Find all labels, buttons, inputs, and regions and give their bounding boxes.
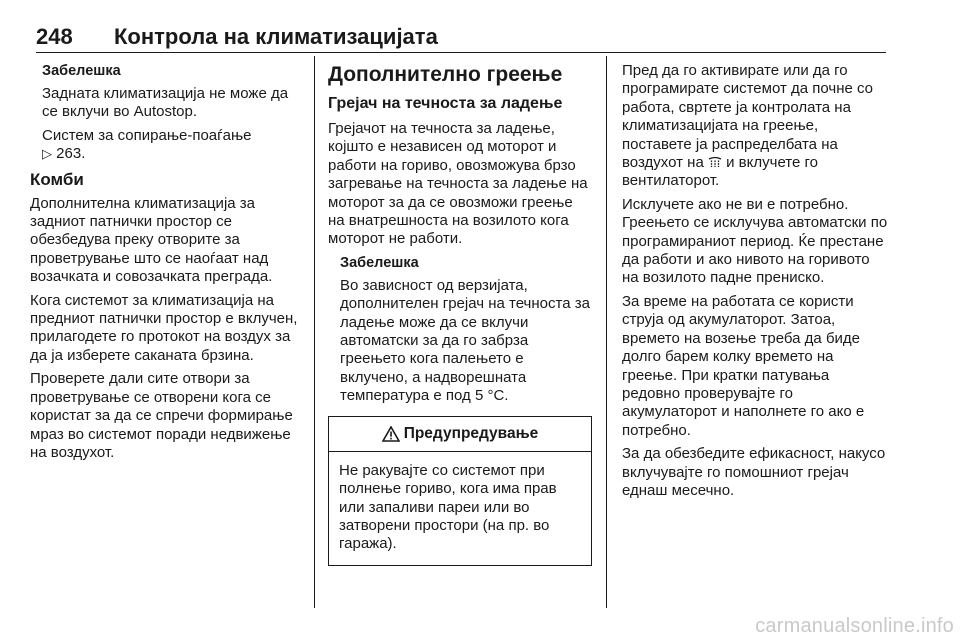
subsection-heading: Грејач на течноста за ладење [328,95,563,112]
note-title: Забелешка [340,254,419,271]
page-reference-icon: ▷ [42,146,52,162]
cross-reference [42,127,302,164]
section-heading-kombi: Комби [30,169,84,189]
page-number: 248 [36,24,73,49]
cross-reference-text: Систем за сопирање-поаѓање [42,126,252,144]
column-1 [30,62,302,467]
warning-text: Не ракувајте со системот при полнење гориво, кога има прав или запаливи пареи или во затворени простори (на пр. во гаража). [339,461,557,553]
warning-triangle-icon [382,426,400,442]
paragraph [622,62,890,191]
paragraph: Проверете дали сите отвори за проветрување се отворени кога се користат за да се спречи формирање мраз во системот поради недвижење на воздухот. [30,370,293,461]
column-2 [328,62,593,566]
warning-box [328,416,592,566]
column-divider-1 [314,56,315,608]
air-distribution-icon [708,155,722,168]
warning-body [329,452,591,565]
note-auxiliary-heater [328,254,593,406]
note-text: Во зависност од верзијата, дополнителен грејач на течноста за ладење може да се вклучи автоматски за да го забрза греењето кога палењето е вклучено, а надворешната температура е под 5 °C. [340,276,590,405]
cross-reference-page: 263. [56,145,86,163]
watermark: carmanualsonline.info [755,615,954,637]
column-3 [622,62,890,505]
paragraph: Дополнителна климатизација за задниот патнички простор се обезбедува преку отворите за проветрување што се наоѓаат над возачката и совозачката преграда. [30,194,273,286]
chapter-title: Контрола на климатизацијата [114,24,438,49]
paragraph: Исклучете ако не ви е потребно. Греењето се исклучува автоматски по програмираниот период. Ќе престане да работи и ако нивото на горивото на возилото падне прениско. [622,195,888,287]
column-divider-2 [606,56,607,608]
note-title: Забелешка [42,63,121,79]
warning-header [329,417,591,452]
section-heading-main: Дополнително греење [328,63,563,86]
note-text: Задната климатизација не може да се вклучи во Autostop. [42,85,289,121]
note-autostop [30,62,302,164]
paragraph: Грејачот на течноста за ладење, којшто е независен од моторот и работи на гориво, овозможува брзо загревање на течноста за ладење на моторот за да се овозможи греење на внатрешноста на возилото кога моторот не работи. [328,120,588,248]
warning-title: Предупредување [403,424,539,442]
paragraph-text: Пред да го активирате или да го програмирате системот да почне со работа, свртете ја контролата на климатизацијата на греење, поставете ја распределбата на воздухот на [622,62,874,172]
paragraph-text: и вклучете го вентилаторот. [622,154,818,190]
page-header [36,24,886,53]
paragraph: За време на работата се користи струја од акумулаторот. Затоа, времето на возење треба да биде долго барем колку времето на греење. При кратки патувања редовно проверувајте го акумулаторот и наполнете го ако е потребно. [622,292,865,439]
paragraph: Кога системот за климатизација на предниот патнички простор е вклучен, прилагодете го протокот на воздух за да ја изберете саканата брзина. [30,291,298,364]
paragraph: За да обезбедите ефикасност, накусо вклучувајте го помошниот грејач еднаш месечно. [622,445,886,499]
